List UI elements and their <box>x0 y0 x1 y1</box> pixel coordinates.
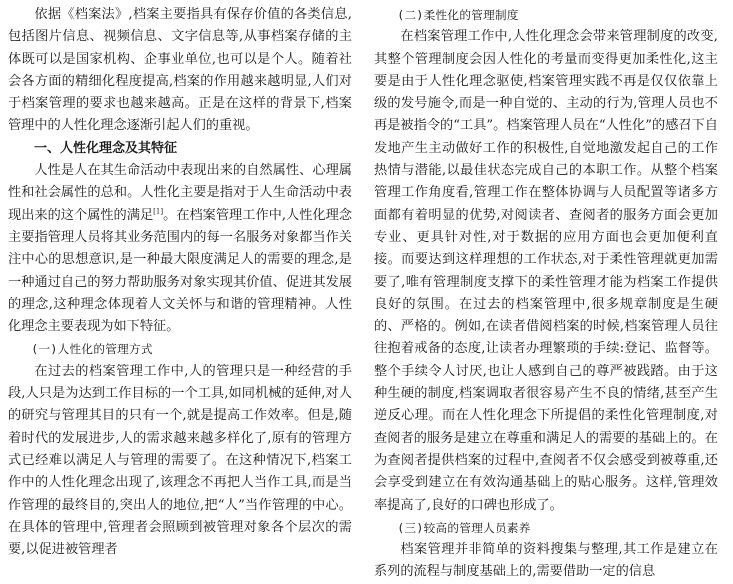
intro-paragraph: 依据《档案法》,档案主要指具有保存价值的各类信息,包括图片信息、视频信息、文字信息等,从事档案存储的主体既可以是国家机构、企事业单位,也可以是个人。随着社会各方面的精细化程度提高,档案的作用越来越明显,人们对于档案管理的要求也越来越高。正是在这样的背景下,档案管理中的人性化理念逐渐引起人们的重视。 <box>8 7 352 134</box>
section1-text-before-ref: 人性是人在其生命活动中表现出来的自然属性、心理属性和社会属性的总和。人性化主要是指对于人生命活动中表现出来的这个属性的满足 <box>8 163 352 223</box>
section1-paragraph <box>8 160 352 338</box>
section-heading-humanization-concept: 一、人性化理念及其特征 <box>34 140 178 156</box>
right-column <box>374 4 718 584</box>
subsection-heading-management-approach: (一)人性化的管理方式 <box>31 342 153 357</box>
subsection1-paragraph: 在过去的档案管理工作中,人的管理只是一种经营的手段,人只是为达到工作目标的一个工具,如同机械的延伸,对人的研究与管理其目的只有一个,就是提高工作效率。但是,随着时代的发展进步,人的需求越来越多样化了,原有的管理方式已经难以满足人与管理的需要了。在这种情况下,档案工作中的人性化理念出现了,该理念不再把人当作工具,而是当作管理的最终目的,突出人的地位,把“人”当作管理的中心。在具体的管理中,管理者会照顾到被管理对象各个层次的需要,以促进被管理者 <box>8 363 352 558</box>
citation-ref: [1] <box>153 207 164 216</box>
left-column <box>8 4 352 561</box>
subsection2-paragraph: 在档案管理工作中,人性化理念会带来管理制度的改变,其整个管理制度会因人性化的考量而变得更加柔性化,这主要是由于人性化理念驱使,档案管理实践不再是仅仅依靠上级的发号施令,而是一种自觉的、主动的行为,管理人员也不再是被指令的“工具”。档案管理人员在“人性化”的感召下自发地产生主动做好工作的积极性,自觉地激发起自己的工作热情与潜能,以最佳状态完成自己的本职工作。从整个档案管理工作角度看,管理工作在整体协调与人员配置等诸多方面都有着明显的优势,对阅读者、查阅者的服务方面会更加专业、更具针对性,对于数据的应用方面也会更加便利直接。而要达到这样理想的工作状态,对于柔性管理就更加需要了,唯有管理制度支撑下的柔性管理才能为档案工作提供良好的氛围。在过去的档案管理中,很多规章制度是生硬的、严格的。例如,在读者借阅档案的时候,档案管理人员往往抱着戒备的态度,让读者办理繁琐的手续:登记、监督等。整个手续令人讨厌,也让人感到自己的尊严被践踏。由于这种生硬的制度,档案调取者很容易产生不良的情绪,甚至产生逆反心理。而在人性化理念下所提倡的柔性化管理制度,对查阅者的服务是建立在尊重和满足人的需要的基础上的。在为查阅者提供档案的过程中,查阅者不仅会感受到被尊重,还会享受到建立在有效沟通基础上的贴心服务。这样,管理效率提高了,良好的口碑也形成了。 <box>374 29 718 513</box>
subsection-heading-staff-quality: (三)较高的管理人员素养 <box>397 520 531 535</box>
subsection-heading-flexible-system: (二)柔性化的管理制度 <box>397 8 519 22</box>
section1-text-after-ref: 。在档案管理工作中,人性化理念主要指管理人员将其业务范围内的每一名服务对象都当作关注中心的思想意识,是一种最大限度满足人的需要的理念,是一种通过自己的努力帮助服务对象实现其价值、促进其发展的理念,这种理念体现着人文关怀与和谐的管理精神。人性化理念主要表现为如下特征。 <box>8 207 353 335</box>
subsection3-paragraph: 档案管理并非简单的资料搜集与整理,其工作是建立在系列的流程与制度基础上的,需要借助一定的信息 <box>374 542 718 580</box>
